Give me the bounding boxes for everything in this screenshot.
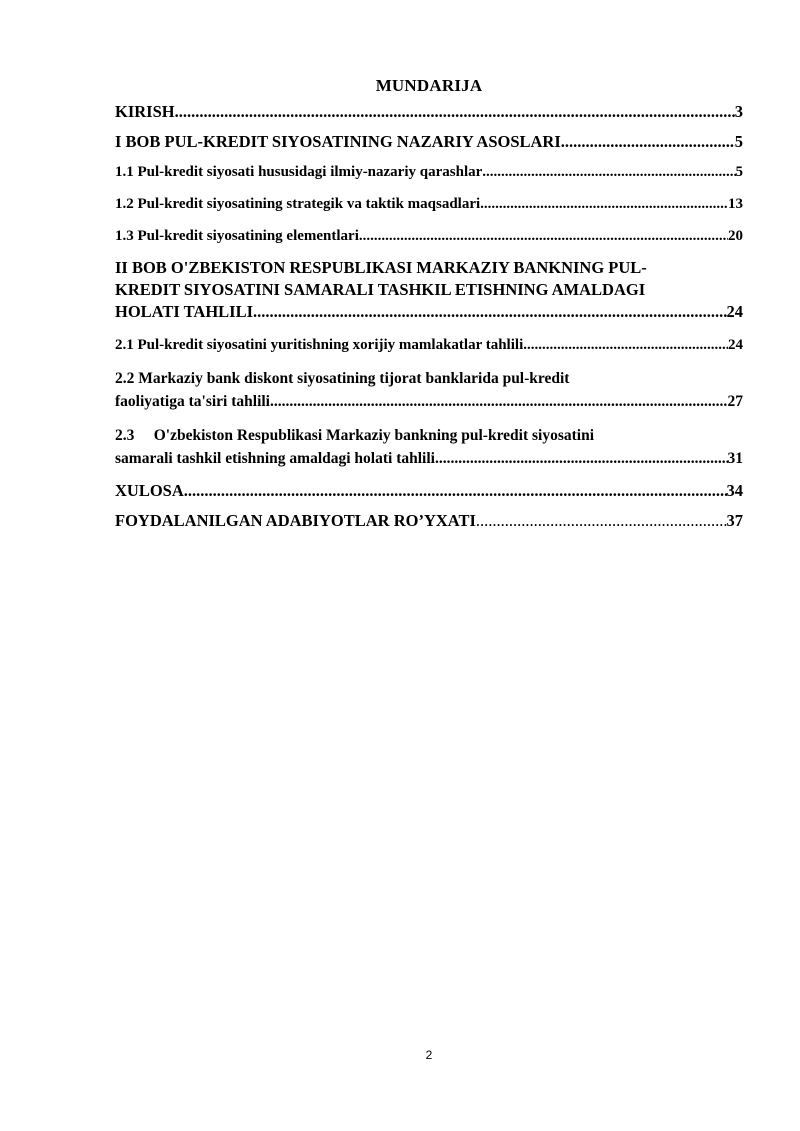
- toc-entry-page: 34: [726, 481, 743, 500]
- toc-entry-text-line-2: KREDIT SIYOSATINI SAMARALI TASHKIL ETISHNING AMALDAGI: [115, 280, 646, 299]
- toc-entry-text: 1.2 Pul-kredit siyosatining strategik va taktik maqsadlari: [115, 196, 481, 212]
- toc-entry-kirish[interactable]: [115, 102, 743, 122]
- toc-entry-section-1-2[interactable]: [115, 194, 743, 214]
- toc-entry-page: 5: [734, 132, 743, 151]
- toc-entry-text: XULOSA: [115, 481, 184, 500]
- table-of-contents: [115, 102, 743, 531]
- toc-title: MUNDARIJA: [375, 76, 483, 95]
- toc-entry-section-1-1[interactable]: [115, 162, 743, 182]
- toc-leader-dots: [184, 481, 727, 501]
- toc-entry-page: 24: [726, 302, 743, 321]
- toc-entry-text: 1.1 Pul-kredit siyosati hususidagi ilmiy-nazariy qarashlar: [115, 164, 483, 180]
- toc-entry-section-2-3[interactable]: [115, 424, 743, 470]
- toc-leader-dots: [435, 447, 728, 470]
- toc-entry-section-2-2[interactable]: [115, 367, 743, 413]
- toc-entry-text: HOLATI TAHLILI: [115, 302, 254, 321]
- toc-leader-dots: [482, 162, 735, 182]
- toc-entry-text-line-1: 2.2 Markaziy bank diskont siyosatining tijorat banklarida pul-kredit: [115, 370, 570, 387]
- toc-entry-chapter-1[interactable]: [115, 132, 743, 152]
- toc-entry-text-line-1: 2.3 O'zbekiston Respublikasi Markaziy bankning pul-kredit siyosatini: [115, 427, 595, 444]
- toc-entry-text: samarali tashkil etishning amaldagi holati tahlili: [115, 450, 435, 467]
- toc-entry-text: FOYDALANILGAN ADABIYOTLAR RO’YXATI: [115, 511, 476, 530]
- toc-entry-page: 20: [728, 228, 743, 244]
- toc-leader-dots: [523, 335, 728, 355]
- toc-leader-dots: [476, 511, 727, 531]
- toc-leader-dots: [253, 301, 726, 323]
- toc-entry-xulosa[interactable]: [115, 481, 743, 501]
- page-number: 2: [425, 1048, 433, 1062]
- toc-entry-page: 13: [728, 196, 743, 212]
- toc-leader-dots: [561, 132, 735, 152]
- toc-entry-references[interactable]: [115, 511, 743, 531]
- toc-entry-page: 37: [726, 511, 743, 530]
- toc-entry-page: 5: [735, 164, 743, 180]
- toc-entry-text: faoliyatiga ta'siri tahlili: [115, 393, 270, 410]
- toc-entry-page: 24: [728, 337, 743, 353]
- toc-leader-dots: [175, 102, 735, 122]
- toc-leader-dots: [480, 194, 728, 214]
- toc-leader-dots: [359, 226, 728, 246]
- toc-leader-dots: [270, 390, 728, 413]
- toc-entry-text-line-1: II BOB O'ZBEKISTON RESPUBLIKASI MARKAZIY BANKNING PUL-: [115, 258, 647, 277]
- toc-entry-text: 1.3 Pul-kredit siyosatining elementlari: [115, 228, 359, 244]
- toc-entry-section-1-3[interactable]: [115, 226, 743, 246]
- toc-entry-section-2-1[interactable]: [115, 335, 743, 355]
- toc-entry-text: 2.1 Pul-kredit siyosatini yuritishning xorijiy mamlakatlar tahlili: [115, 337, 524, 353]
- toc-entry-text: I BOB PUL-KREDIT SIYOSATINING NAZARIY ASOSLARI: [115, 132, 561, 151]
- toc-entry-text: KIRISH: [115, 102, 175, 121]
- toc-entry-page: 27: [727, 393, 743, 410]
- toc-entry-chapter-2[interactable]: [115, 257, 743, 323]
- toc-entry-page: 31: [727, 450, 743, 467]
- toc-entry-page: 3: [734, 102, 743, 121]
